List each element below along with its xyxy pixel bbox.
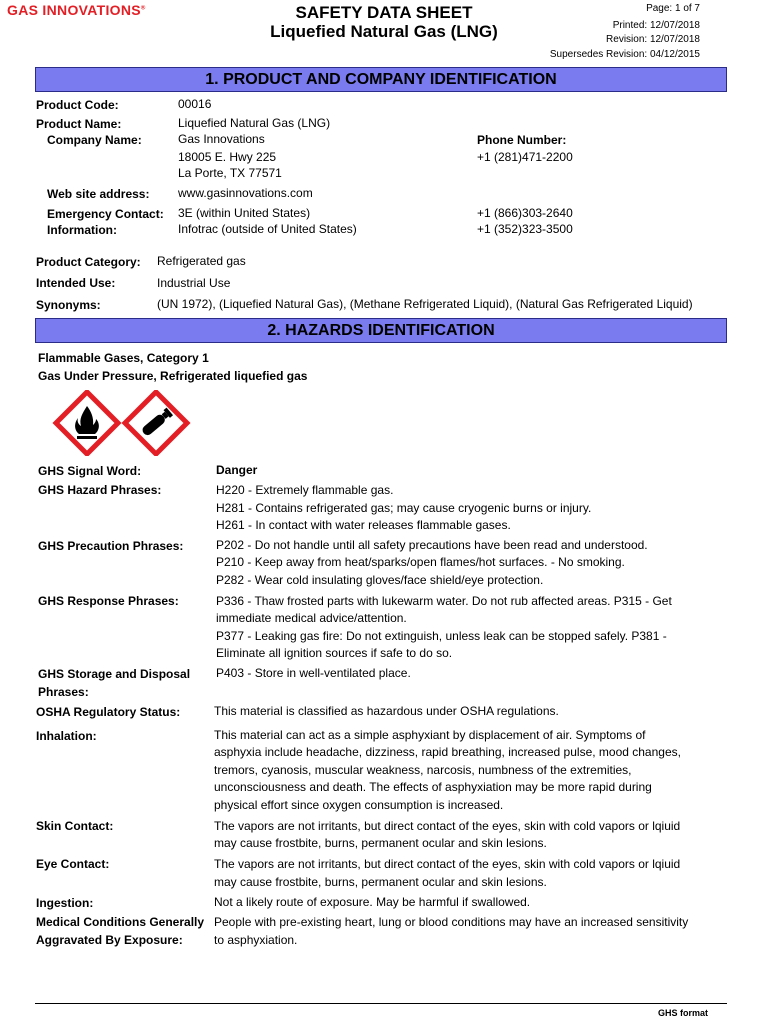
section-1-header: 1. PRODUCT AND COMPANY IDENTIFICATION: [35, 67, 727, 92]
revision-date: Revision: 12/07/2018: [606, 34, 700, 45]
inhalation-text: physical effort since oxygen consumption is increased.: [214, 798, 504, 812]
product-code-label: Product Code:: [36, 98, 119, 112]
hazard-phrase: H281 - Contains refrigerated gas; may cause cryogenic burns or injury.: [216, 501, 592, 515]
hazard-class-2: Gas Under Pressure, Refrigerated liquefied gas: [38, 369, 308, 383]
document-subtitle: Liquefied Natural Gas (LNG): [270, 22, 498, 41]
hazard-phrase: H220 - Extremely flammable gas.: [216, 483, 394, 497]
company-address-line: 18005 E. Hwy 225: [178, 150, 277, 164]
eye-contact-label: Eye Contact:: [36, 857, 110, 871]
intended-use-value: Industrial Use: [157, 276, 231, 290]
footer-format: GHS format: [657, 1008, 708, 1018]
gas-cylinder-icon: [125, 392, 187, 454]
skin-contact-text: may cause frostbite, burns, permanent ocular and skin lesions.: [214, 836, 547, 850]
precaution-phrase: P210 - Keep away from heat/sparks/open flames/hot surfaces. - No smoking.: [216, 555, 625, 569]
response-phrase: P336 - Thaw frosted parts with lukewarm water. Do not rub affected areas. P315 - Get: [216, 594, 672, 608]
synonyms-label: Synonyms:: [36, 298, 101, 312]
medical-conditions-text: to asphyxiation.: [214, 933, 298, 947]
emergency-phone-2: +1 (352)323-3500: [477, 222, 573, 236]
storage-phrases-label-1: GHS Storage and Disposal: [38, 667, 191, 681]
ingestion-label: Ingestion:: [36, 896, 94, 910]
medical-conditions-label-2: Aggravated By Exposure:: [36, 933, 183, 947]
osha-status-value: This material is classified as hazardous under OSHA regulations.: [214, 704, 559, 718]
page-number: Page: 1 of 7: [646, 3, 700, 14]
flame-icon: [56, 392, 118, 454]
storage-phrases-label-2: Phrases:: [38, 685, 89, 699]
eye-contact-text: may cause frostbite, burns, permanent ocular and skin lesions.: [214, 875, 547, 889]
document-title: SAFETY DATA SHEET: [295, 3, 473, 22]
signal-word-label: GHS Signal Word:: [38, 464, 142, 478]
supersedes-date: Supersedes Revision: 04/12/2015: [549, 49, 700, 60]
website-label: Web site address:: [47, 187, 150, 201]
ingestion-text: Not a likely route of exposure. May be harmful if swallowed.: [214, 895, 531, 909]
emergency-contact-label: Emergency Contact:: [47, 207, 164, 221]
product-code-value: 00016: [178, 97, 212, 111]
emergency-contact-1: 3E (within United States): [178, 206, 311, 220]
hazard-phrase: H261 - In contact with water releases flammable gases.: [216, 518, 511, 532]
precaution-phrase: P202 - Do not handle until all safety precautions have been read and understood.: [216, 538, 648, 552]
emergency-contact-2: Infotrac (outside of United States): [178, 222, 357, 236]
product-category-value: Refrigerated gas: [157, 254, 246, 268]
emergency-phone-1: +1 (866)303-2640: [477, 206, 573, 220]
printed-date: Printed: 12/07/2018: [612, 20, 700, 31]
hazard-class-1: Flammable Gases, Category 1: [38, 351, 209, 365]
phone-value: +1 (281)471-2200: [477, 150, 573, 164]
website-link[interactable]: www.gasinnovations.com: [178, 186, 313, 200]
intended-use-label: Intended Use:: [36, 276, 116, 290]
company-logo: GAS INNOVATIONS®: [7, 2, 146, 18]
product-name-label: Product Name:: [36, 117, 122, 131]
ghs-pictograms: [52, 390, 192, 456]
product-name-value: Liquefied Natural Gas (LNG): [178, 116, 331, 130]
inhalation-text: tremors, cyanosis, muscular weakness, narcosis, numbness of the extremities,: [214, 763, 632, 777]
inhalation-text: unconsciousness and death. The effects of asphyxiation may be more rapid during: [214, 780, 652, 794]
medical-conditions-text: People with pre-existing heart, lung or blood conditions may have an increased sensitivity: [214, 915, 689, 929]
response-phrases-label: GHS Response Phrases:: [38, 594, 179, 608]
hazard-phrases-label: GHS Hazard Phrases:: [38, 483, 162, 497]
inhalation-text: This material can act as a simple asphyxiant by displacement of air. Symptoms of: [214, 728, 646, 742]
company-city-line: La Porte, TX 77571: [178, 166, 282, 180]
phone-label: Phone Number:: [477, 133, 567, 147]
synonyms-value: (UN 1972), (Liquefied Natural Gas), (Methane Refrigerated Liquid), (Natural Gas Refrigerated Liquid): [157, 297, 693, 311]
response-phrase: immediate medical advice/attention.: [216, 611, 407, 625]
footer-divider: [35, 1003, 727, 1004]
skin-contact-label: Skin Contact:: [36, 819, 114, 833]
response-phrase: Eliminate all ignition sources if safe to do so.: [216, 646, 453, 660]
product-category-label: Product Category:: [36, 255, 141, 269]
response-phrase: P377 - Leaking gas fire: Do not extinguish, unless leak can be stopped safely. P381 -: [216, 629, 667, 643]
company-name-label: Company Name:: [47, 133, 142, 147]
skin-contact-text: The vapors are not irritants, but direct contact of the eyes, skin with cold vapors or lqiuid: [214, 819, 681, 833]
eye-contact-text: The vapors are not irritants, but direct contact of the eyes, skin with cold vapors or lqiuid: [214, 857, 681, 871]
inhalation-label: Inhalation:: [36, 729, 97, 743]
precaution-phrases-label: GHS Precaution Phrases:: [38, 539, 184, 553]
inhalation-text: asphyxia include headache, dizziness, rapid breathing, increased pulse, mood changes,: [214, 745, 681, 759]
section-2-header: 2. HAZARDS IDENTIFICATION: [35, 318, 727, 343]
precaution-phrase: P282 - Wear cold insulating gloves/face shield/eye protection.: [216, 573, 544, 587]
medical-conditions-label-1: Medical Conditions Generally: [36, 915, 205, 929]
storage-phrase: P403 - Store in well-ventilated place.: [216, 666, 411, 680]
company-name-line: Gas Innovations: [178, 132, 265, 146]
emergency-information-label: Information:: [47, 223, 117, 237]
osha-status-label: OSHA Regulatory Status:: [36, 705, 181, 719]
signal-word-value: Danger: [216, 463, 258, 477]
